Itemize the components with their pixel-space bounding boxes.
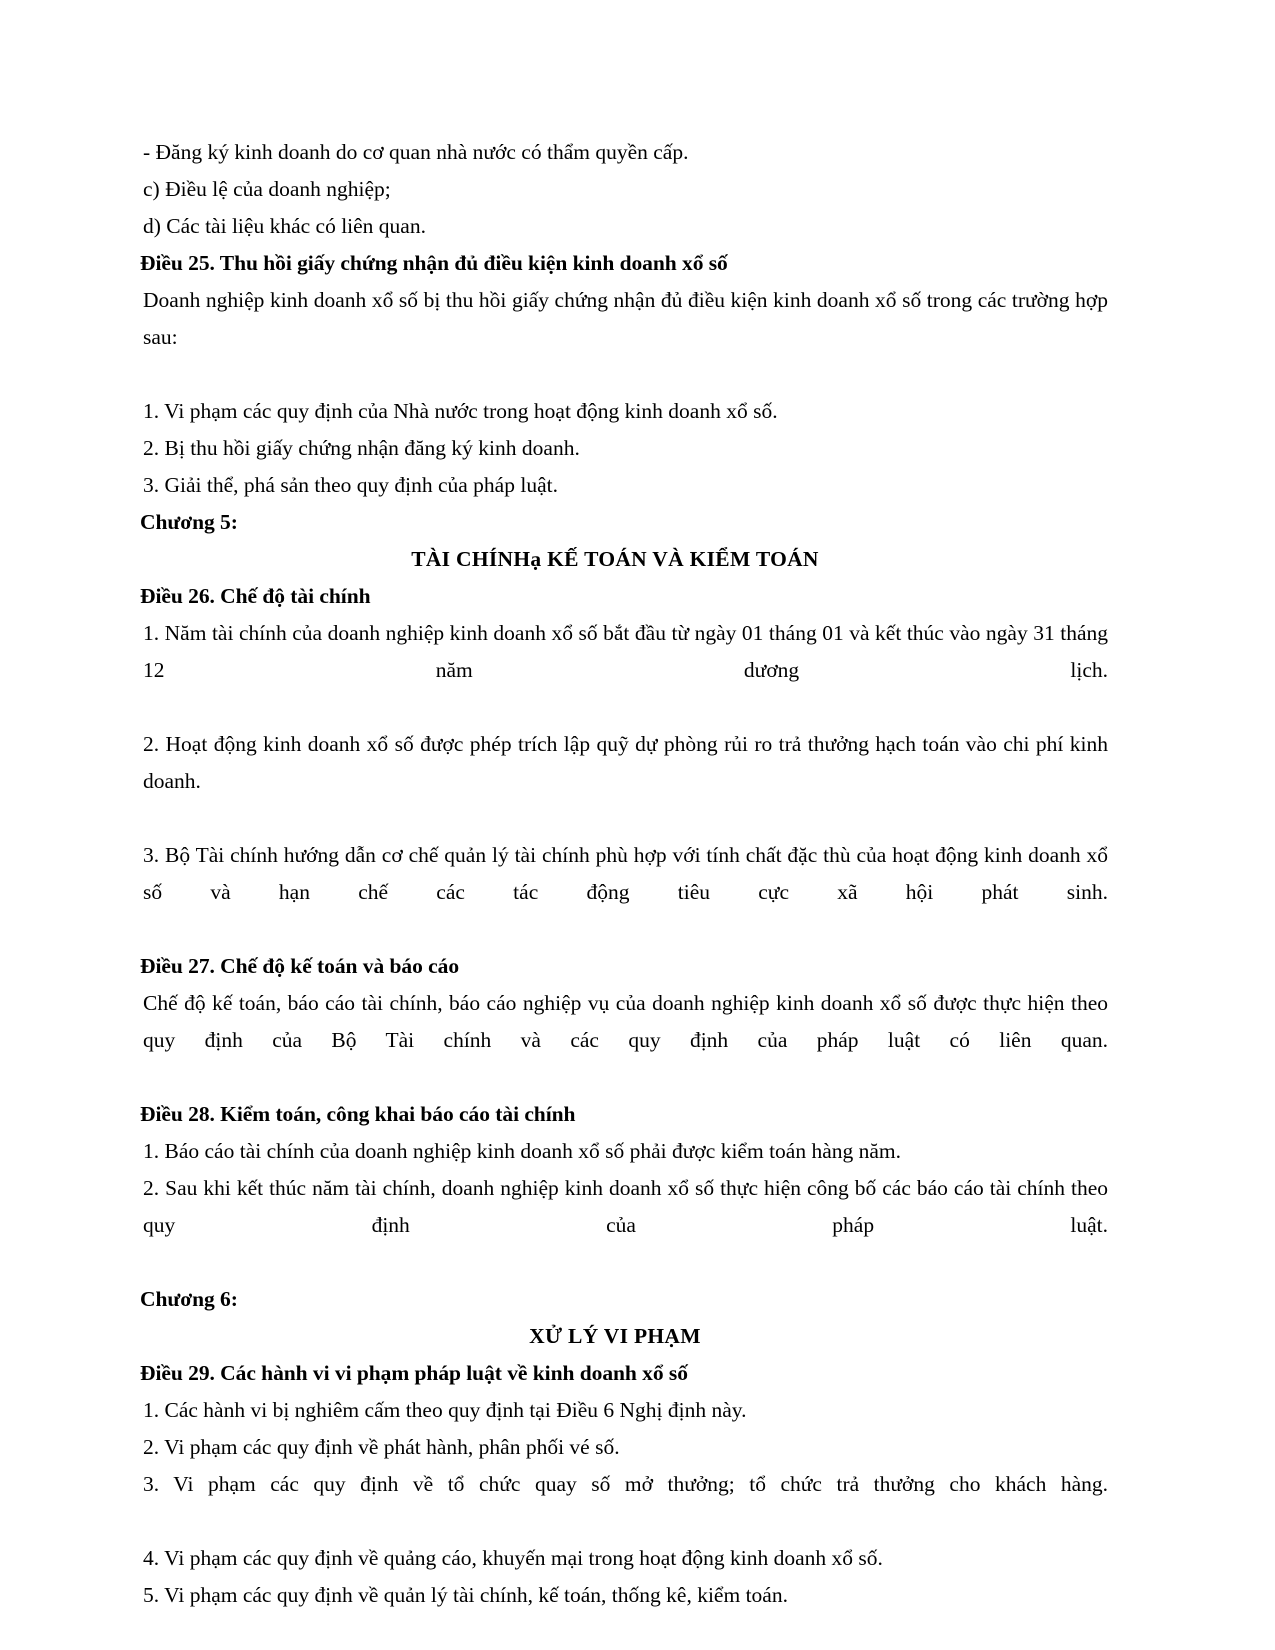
paragraph-dieu-25-item-3: 3. Giải thể, phá sản theo quy định của pháp luật. xyxy=(143,473,558,497)
paragraph-dieu-29-item-1: 1. Các hành vi bị nghiêm cấm theo quy định tại Điều 6 Nghị định này. xyxy=(143,1398,747,1422)
paragraph-dieu-28-item-1: 1. Báo cáo tài chính của doanh nghiệp kinh doanh xổ số phải được kiểm toán hàng năm. xyxy=(143,1139,902,1163)
heading-dieu-29: Điều 29. Các hành vi vi phạm pháp luật về kinh doanh xổ số xyxy=(140,1361,688,1385)
paragraph-dieu-25-item-2: 2. Bị thu hồi giấy chứng nhận đăng ký kinh doanh. xyxy=(143,436,580,460)
paragraph-dieu-29-item-4: 4. Vi phạm các quy định về quảng cáo, khuyến mại trong hoạt động kinh doanh xổ số. xyxy=(143,1546,883,1570)
heading-chuong-6: Chương 6: xyxy=(140,1287,238,1311)
paragraph-dieu-29-item-3: 3. Vi phạm các quy định về tổ chức quay số mở thưởng; tổ chức trả thưởng cho khách hàng. xyxy=(143,1472,1108,1496)
paragraph-dieu-25-intro: Doanh nghiệp kinh doanh xổ số bị thu hồi giấy chứng nhận đủ điều kiện kinh doanh xổ số trong các trường hợp sau: xyxy=(143,288,1114,349)
heading-dieu-28: Điều 28. Kiểm toán, công khai báo cáo tài chính xyxy=(140,1102,576,1126)
heading-dieu-26: Điều 26. Chế độ tài chính xyxy=(140,584,371,608)
paragraph-dieu-26-item-1: 1. Năm tài chính của doanh nghiệp kinh doanh xổ số bắt đầu từ ngày 01 tháng 01 và kết thúc vào ngày 31 tháng 12 năm dương lịch. xyxy=(143,621,1114,682)
paragraph-dieu-28-item-2: 2. Sau khi kết thúc năm tài chính, doanh nghiệp kinh doanh xổ số thực hiện công bố các báo cáo tài chính theo quy định của pháp luật. xyxy=(143,1176,1114,1237)
paragraph-item-c: c) Điều lệ của doanh nghiệp; xyxy=(143,177,391,201)
heading-dieu-27: Điều 27. Chế độ kế toán và báo cáo xyxy=(140,954,460,978)
paragraph-dang-ky-kinh-doanh: - Đăng ký kinh doanh do cơ quan nhà nước có thẩm quyền cấp. xyxy=(143,140,689,164)
paragraph-item-d: d) Các tài liệu khác có liên quan. xyxy=(143,214,426,238)
chapter-title-chuong-6: XỬ LÝ VI PHẠM xyxy=(529,1324,701,1348)
paragraph-dieu-29-item-5: 5. Vi phạm các quy định về quản lý tài chính, kế toán, thống kê, kiểm toán. xyxy=(143,1583,788,1607)
document-text-column xyxy=(140,134,1114,1614)
paragraph-dieu-26-item-3: 3. Bộ Tài chính hướng dẫn cơ chế quản lý tài chính phù hợp với tính chất đặc thù của hoạt động kinh doanh xổ số và hạn chế các tác động tiêu cực xã hội phát sinh. xyxy=(143,843,1114,904)
chapter-title-chuong-5: TÀI CHÍNHạ KẾ TOÁN VÀ KIỂM TOÁN xyxy=(411,547,819,571)
heading-dieu-25: Điều 25. Thu hồi giấy chứng nhận đủ điều kiện kinh doanh xổ số xyxy=(140,251,728,275)
heading-chuong-5: Chương 5: xyxy=(140,510,238,534)
paragraph-dieu-27-body: Chế độ kế toán, báo cáo tài chính, báo cáo nghiệp vụ của doanh nghiệp kinh doanh xổ số được thực hiện theo quy định của Bộ Tài chính và các quy định của pháp luật có liên quan. xyxy=(143,991,1114,1052)
paragraph-dieu-26-item-2: 2. Hoạt động kinh doanh xổ số được phép trích lập quỹ dự phòng rủi ro trả thưởng hạch toán vào chi phí kinh doanh. xyxy=(143,732,1114,793)
paragraph-dieu-29-item-2: 2. Vi phạm các quy định về phát hành, phân phối vé số. xyxy=(143,1435,620,1459)
paragraph-dieu-25-item-1: 1. Vi phạm các quy định của Nhà nước trong hoạt động kinh doanh xổ số. xyxy=(143,399,778,423)
